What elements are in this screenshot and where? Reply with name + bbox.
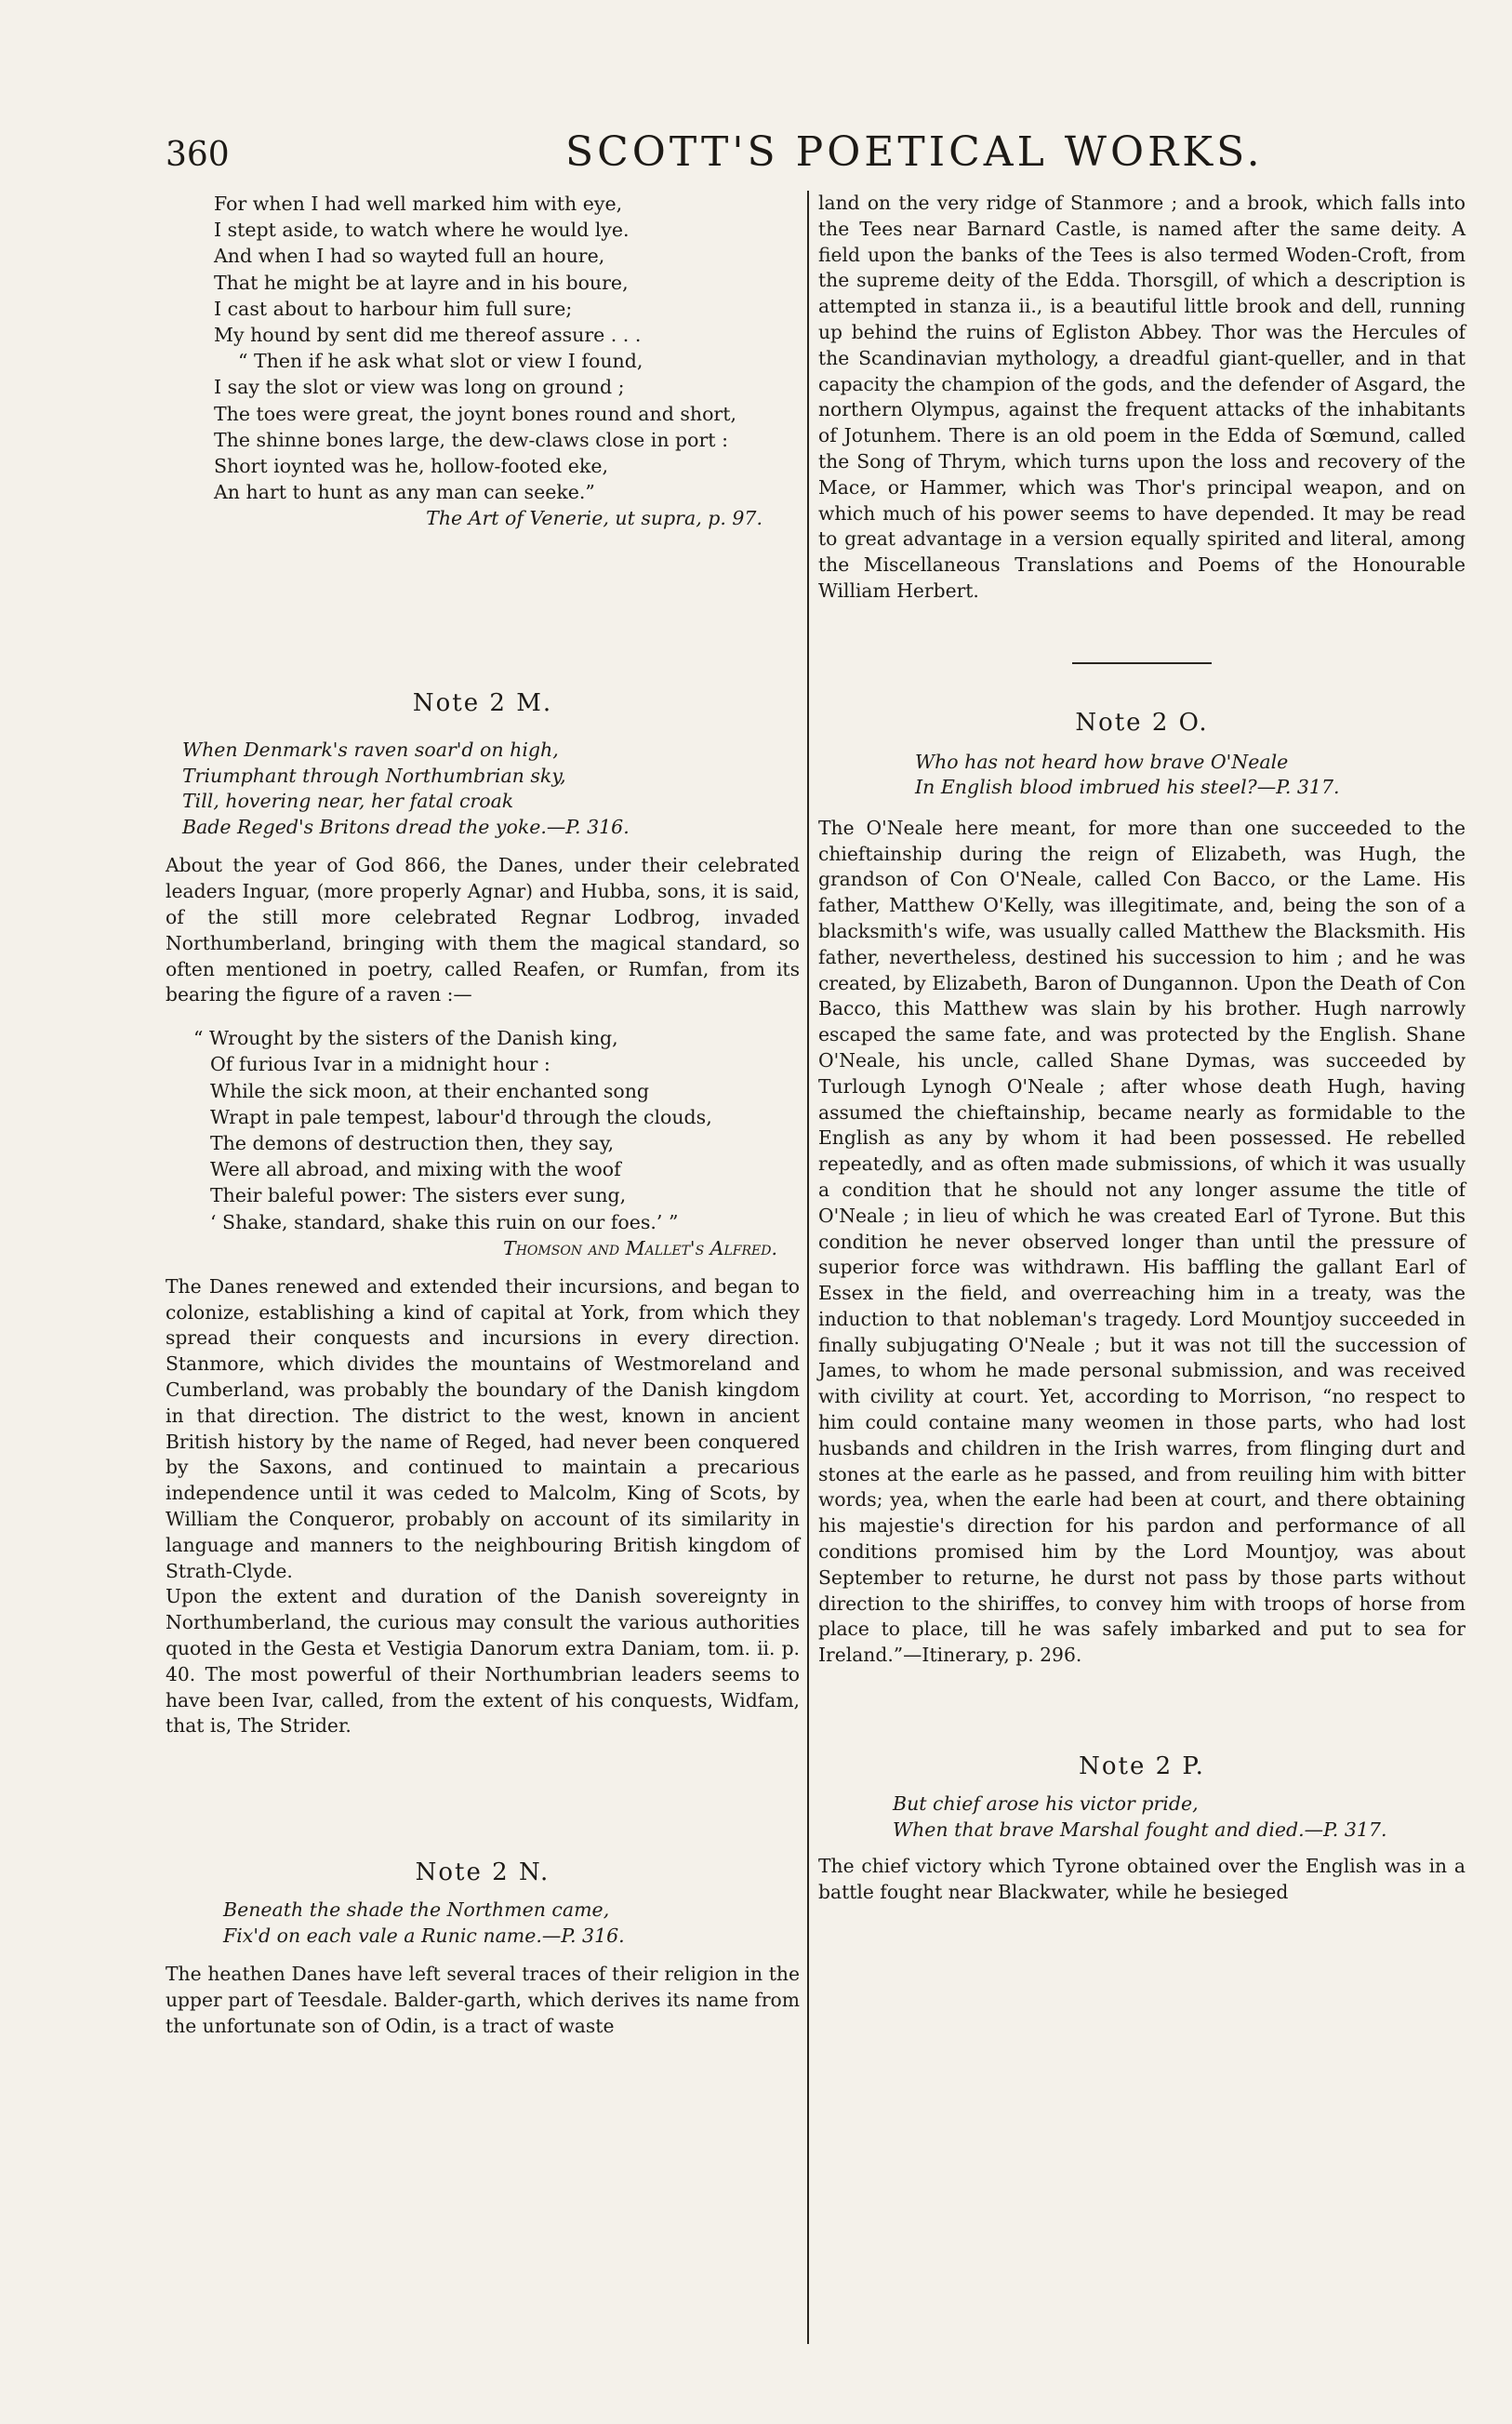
- verse-block: [166, 191, 800, 531]
- epigraph-line: When Denmark's raven soar'd on high,: [182, 739, 559, 762]
- note-2o-paragraph: The O'Neale here meant, for more than one succeeded to the chieftainship during the reign of Elizabeth, was Hugh, the grandson of Con O'Neale, called Con Bacco, or the Lame. His father, Matthew O'Kelly, was illegitimate, and, being the son of a blacksmith's wife, was usually called Matthew the Blacksmith. His father, nevertheless, destined his succession to him ; and he was created, by Elizabeth, Baron of Dungannon. Upon the Death of Con Bacco, this Matthew was slain by his brother. Hugh narrowly escaped the same fate, and was protected by the English. Shane O'Neale, his uncle, called Shane Dymas, was succeeded by Turlough Lynogh O'Neale ; after whose death Hugh, having assumed the chieftainship, became nearly as formidable to the English as any by whom it had been possessed. He rebelled repeatedly, and as often made submissions, of which it was usually a condition that he should not any longer assume the title of O'Neale ; in lieu of which he was created Earl of Tyrone. But this condition he never observed longer than until the pressure of superior force was withdrawn. His baffling the gallant Earl of Essex in the field, and overreaching him in a treaty, was the induction to that nobleman's tragedy. Lord Mountjoy succeeded in finally subjugating O'Neale ; but it was not till the succession of James, to whom he made personal submission, and was received with civility at court. Yet, according to Morrison, “no respect to him could containe many weomen in those parts, who had lost husbands and children in the Irish warres, from flinging durt and stones at the earle as he passed, and from reuiling him with bitter words; yea, when the earle had been at court, and there obtaining his majestie's direction for his pardon and performance of all conditions promised him by the Lord Mountjoy, was about September to returne, he durst not pass by those parts without direction to the shiriffes, to convey him with troops of horse from place to place, till he was safely imbarked and put to sea for Ireland.”—Itinerary, p. 296.: [818, 816, 1466, 1667]
- note-2m-quote: [166, 1025, 800, 1261]
- quote-line: Were all abroad, and mixing with the woof: [210, 1158, 621, 1181]
- verse-line: Short ioynted was he, hollow-footed eke,: [214, 455, 608, 478]
- quote-citation: Thomson and Mallet's Alfred.: [503, 1236, 777, 1259]
- epigraph-line: Triumphant through Northumbrian sky,: [182, 764, 566, 787]
- note-2m-paragraph: Upon the extent and duration of the Danish sovereignty in Northumberland, the curious may consult the various authorities quoted in the Gesta et Vestigia Danorum extra Daniam, tom. ii. p. 40. The most powerful of their Northumbrian leaders seems to have been Ivar, called, from the extent of his conquests, Widfam, that is, The Strider.: [166, 1585, 800, 1738]
- quote-line: Their baleful power: The sisters ever sung,: [210, 1184, 627, 1207]
- note-2m-paragraph: The Danes renewed and extended their incursions, and began to colonize, establishing a kind of capital at York, from which they spread their conquests and incursions in every direction. Stanmore, which divides the mountains of Westmoreland and Cumberland, was probably the boundary of the Danish kingdom in that direction. The district to the west, known in ancient British history by the name of Reged, had never been conquered by the Saxons, and continued to maintain a precarious independence until it was ceded to Malcolm, King of Scots, by William the Conqueror, probably on account of its similarity in language and manners to the neighbouring British kingdom of Strath-Clyde.: [166, 1274, 800, 1582]
- note-2m-paragraph: About the year of God 866, the Danes, under their celebrated leaders Inguar, (more properly Agnar) and Hubba, sons, it is said, of the still more celebrated Regnar Lodbrog, invaded Northumberland, bringing with them the magical standard, so often mentioned in poetry, called Reafen, or Rumfan, from its bearing the figure of a raven :—: [166, 854, 800, 1006]
- quote-line: Wrapt in pale tempest, labour'd through the clouds,: [210, 1105, 712, 1128]
- epigraph-line: Beneath the shade the Northmen came,: [223, 1898, 610, 1922]
- continued-paragraph: land on the very ridge of Stanmore ; and a brook, which falls into the Tees near Barnard Castle, is named after the same deity. A field upon the banks of the Tees is also termed Woden-Croft, from the supreme deity of the Edda. Thorsgill, of which a description is attempted in stanza ii., is a beautiful little brook and dell, running up behind the ruins of Egliston Abbey. Thor was the Hercules of the Scandinavian mythology, a dreadful giant-queller, and in that capacity the champion of the gods, and the defender of Asgard, the northern Olympus, against the frequent attacks of the inhabitants of Jotunhem. There is an old poem in the Edda of Sœmund, called the Song of Thrym, which turns upon the loss and recovery of the Mace, or Hammer, which was Thor's principal weapon, and on which much of his power seems to have depended. It may be read to great advantage in a version equally spirited and literal, among the Miscellaneous Translations and Poems of the Honourable William Herbert.: [818, 192, 1466, 602]
- note-2p-title: Note 2 P.: [1079, 1752, 1205, 1781]
- verse-line: For when I had well marked him with eye,: [214, 193, 623, 215]
- right-column: [818, 191, 1466, 1906]
- left-column: [166, 191, 800, 2040]
- column-divider: [807, 191, 809, 2344]
- epigraph-line: But chief arose his victor pride,: [893, 1792, 1199, 1816]
- note-2n-title: Note 2 N.: [415, 1858, 550, 1887]
- verse-line: That he might be at layre and in his boure,: [214, 271, 629, 294]
- epigraph-line: Till, hovering near, her fatal croak: [182, 790, 514, 813]
- verse-line: I stept aside, to watch where he would lye.: [214, 219, 630, 242]
- note-2n-epigraph: [166, 1898, 800, 1949]
- note-2m-epigraph: [166, 738, 800, 840]
- quote-line: Of furious Ivar in a midnight hour :: [210, 1053, 550, 1076]
- quote-line: “ Wrought by the sisters of the Danish king,: [193, 1027, 618, 1050]
- note-2n-paragraph: The heathen Danes have left several traces of their religion in the upper part of Teesdale. Balder-garth, which derives its name from the unfortunate son of Odin, is a tract of waste: [166, 1963, 800, 2037]
- running-title: SCOTT'S POETICAL WORKS.: [565, 128, 1264, 176]
- quote-line: ‘ Shake, standard, shake this ruin on our foes.’ ”: [210, 1210, 679, 1233]
- quote-line: While the sick moon, at their enchanted song: [210, 1079, 650, 1102]
- note-2o-epigraph: [818, 750, 1466, 801]
- verse-line: My hound by sent did me thereof assure . . .: [214, 324, 642, 347]
- verse-line: An hart to hunt as any man can seeke.”: [214, 481, 595, 504]
- verse-line: “ Then if he ask what slot or view I found,: [238, 350, 643, 373]
- verse-line: And when I had so wayted full an houre,: [214, 245, 605, 268]
- epigraph-line: Fix'd on each vale a Runic name.—P. 316.: [223, 1924, 625, 1947]
- verse-line: I say the slot or view was long on ground ;: [214, 376, 625, 399]
- verse-line: The shinne bones large, the dew-claws close in port :: [214, 428, 728, 451]
- note-2p-paragraph: The chief victory which Tyrone obtained over the English was in a battle fought near Blackwater, while he besieged: [818, 1855, 1466, 1903]
- epigraph-line: When that brave Marshal fought and died.—P. 317.: [893, 1818, 1387, 1841]
- epigraph-line: Who has not heard how brave O'Neale: [915, 750, 1289, 773]
- verse-citation: The Art of Venerie, ut supra, p. 97.: [426, 507, 763, 530]
- quote-line: The demons of destruction then, they say,: [210, 1132, 615, 1155]
- page-header: [166, 128, 1374, 184]
- epigraph-line: Bade Reged's Britons dread the yoke.—P. 316.: [182, 815, 630, 838]
- note-2p-epigraph: [818, 1791, 1466, 1843]
- note-2m-title: Note 2 M.: [412, 689, 553, 718]
- page-number: 360: [166, 136, 230, 174]
- note-2o-title: Note 2 O.: [1075, 708, 1209, 737]
- verse-line: The toes were great, the joynt bones round and short,: [214, 402, 736, 425]
- verse-line: I cast about to harbour him full sure;: [214, 297, 573, 320]
- epigraph-line: In English blood imbrued his steel?—P. 317.: [915, 776, 1340, 799]
